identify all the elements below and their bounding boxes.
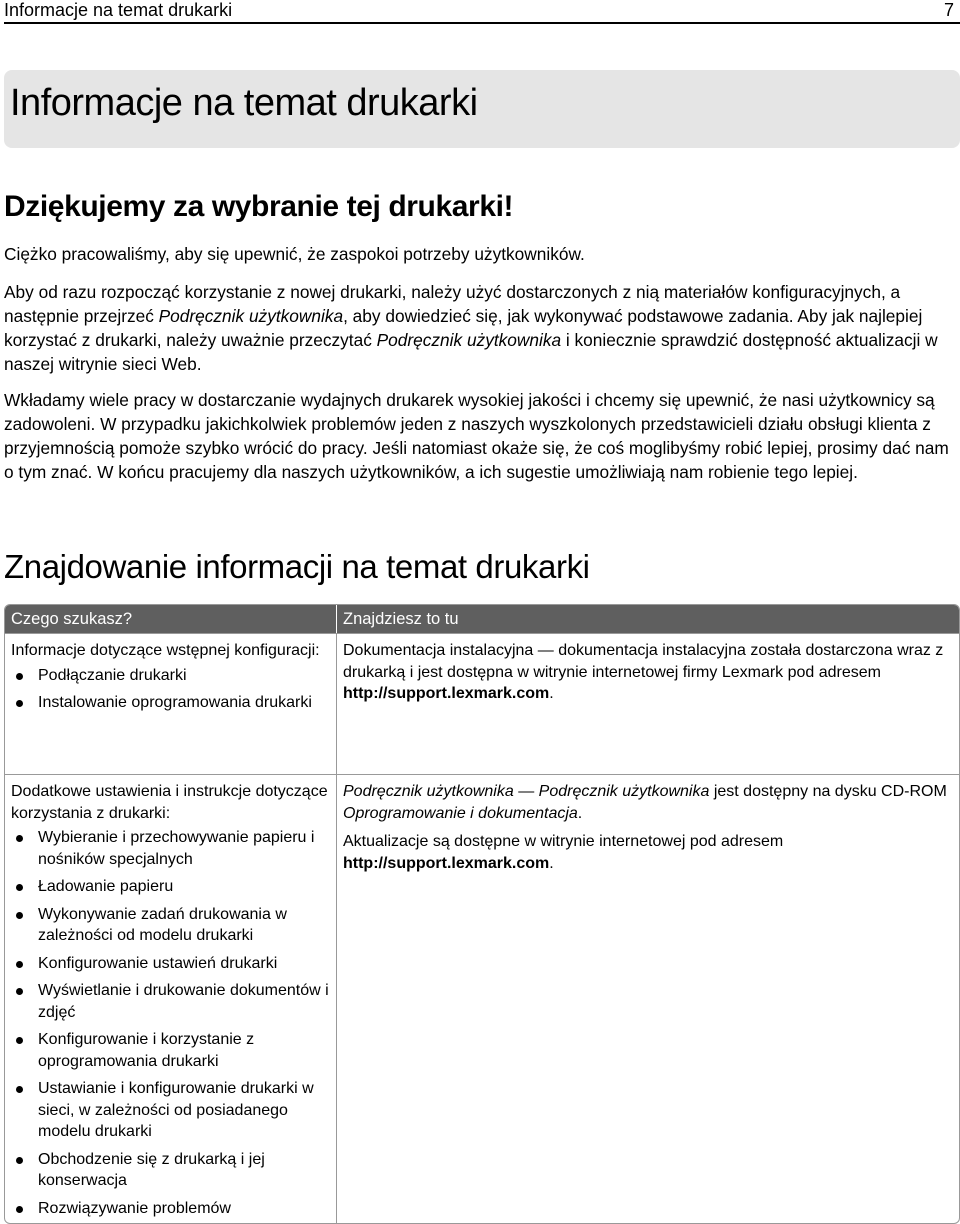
list-item: Wyświetlanie i drukowanie dokumentów i zdjęć bbox=[11, 980, 330, 1023]
row1-intro: Informacje dotyczące wstępnej konfiguracji: bbox=[11, 642, 320, 659]
page-number: 7 bbox=[943, 0, 954, 20]
chapter-title-banner bbox=[4, 70, 960, 148]
bullet-icon bbox=[16, 1157, 23, 1164]
p2-text-e: i koniecznie sprawdzić dostępność aktualizacji w naszej witrynie sieci Web. bbox=[4, 330, 938, 374]
list-item: Konfigurowanie ustawień drukarki bbox=[11, 953, 330, 975]
row1-answer: Dokumentacja instalacyjna — dokumentacja instalacyjna została dostarczona wraz z drukarką i jest dostępna w witrynie internetowej firmy Lexmark pod adresem http://support.lexmark.com. bbox=[343, 642, 944, 702]
bullet-icon bbox=[16, 835, 23, 842]
thanks-heading: Dziękujemy za wybranie tej drukarki! bbox=[4, 190, 514, 223]
bullet-icon bbox=[16, 988, 23, 995]
table-cell-where bbox=[337, 634, 959, 774]
thanks-paragraph-3: Wkładamy wiele pracy w dostarczanie wydajnych drukarek wysokiej jakości i chcemy się upewnić, że nasi użytkownicy są zadowoleni. W przypadku jakichkolwiek problemów jeden z naszych wyszkolonych przedstawicieli działu obsługi klienta z przyjemnością pomoże szybko wrócić do pracy. Jeśli natomiast okaże się, że coś moglibyśmy robić lepiej, prosimy dać nam o tym znać. W końcu pracujemy dla naszych użytkowników, a ich sugestie umożliwiają nam robienie tego lepiej. bbox=[4, 390, 949, 482]
row2-answer-1: Podręcznik użytkownika — Podręcznik użytkownika jest dostępny na dysku CD-ROM Oprogramowanie i dokumentacja. bbox=[343, 783, 947, 822]
list-item: Obchodzenie się z drukarką i jej konserwacja bbox=[11, 1149, 330, 1192]
running-header-title: Informacje na temat drukarki bbox=[4, 0, 233, 20]
bullet-icon bbox=[16, 1037, 23, 1044]
table-header bbox=[5, 605, 959, 633]
list-item: Konfigurowanie i korzystanie z oprogramowania drukarki bbox=[11, 1029, 330, 1072]
p2-text-c: , aby dowiedzieć się, jak wykonywać podstawowe zadania. Aby jak najlepiej korzystać z drukarki, należy uważnie przeczytać bbox=[4, 306, 923, 350]
thanks-paragraph-1: Ciężko pracowaliśmy, aby się upewnić, że zaspokoi potrzeby użytkowników. bbox=[4, 244, 585, 264]
list-item: Wybieranie i przechowywanie papieru i nośników specjalnych bbox=[11, 827, 330, 870]
bullet-icon bbox=[16, 673, 23, 680]
table-row bbox=[5, 774, 959, 1223]
bullet-icon bbox=[16, 700, 23, 707]
list-item: Instalowanie oprogramowania drukarki bbox=[11, 692, 330, 714]
table-cell-what bbox=[5, 775, 337, 1223]
list-item: Wykonywanie zadań drukowania w zależności od modelu drukarki bbox=[11, 904, 330, 947]
support-link[interactable]: http://support.lexmark.com bbox=[343, 685, 550, 702]
bullet-icon bbox=[16, 1206, 23, 1213]
table-row bbox=[5, 633, 959, 774]
row2-answer-2: Aktualizacje są dostępne w witrynie internetowej pod adresem http://support.lexmark.com. bbox=[343, 833, 784, 872]
row2-list bbox=[11, 827, 330, 1219]
running-header bbox=[4, 0, 960, 24]
list-item: Rozwiązywanie problemów bbox=[11, 1198, 330, 1220]
table-header-where: Znajdziesz to tu bbox=[343, 610, 459, 628]
info-table bbox=[4, 604, 960, 1224]
list-item: Podłączanie drukarki bbox=[11, 665, 330, 687]
thanks-paragraph-2 bbox=[4, 280, 956, 376]
chapter-title: Informacje na temat drukarki bbox=[10, 82, 478, 124]
list-item: Ustawianie i konfigurowanie drukarki w sieci, w zależności od posiadanego modelu drukarki bbox=[11, 1078, 330, 1143]
bullet-icon bbox=[16, 912, 23, 919]
list-item: Ładowanie papieru bbox=[11, 876, 330, 898]
support-link[interactable]: http://support.lexmark.com bbox=[343, 854, 550, 872]
bullet-icon bbox=[16, 961, 23, 968]
find-info-heading: Znajdowanie informacji na temat drukarki bbox=[4, 548, 590, 585]
p2-user-guide-ref-2: Podręcznik użytkownika bbox=[376, 330, 562, 350]
bullet-icon bbox=[16, 1086, 23, 1093]
table-cell-what bbox=[5, 634, 337, 774]
p2-text-a: Aby od razu rozpocząć korzystanie z nowej drukarki, należy użyć dostarczonych z nią materiałów konfiguracyjnych, a następnie przejrzeć bbox=[4, 282, 901, 326]
row1-list bbox=[11, 665, 330, 714]
table-cell-where bbox=[337, 775, 959, 1223]
row2-intro: Dodatkowe ustawienia i instrukcje dotyczące korzystania z drukarki: bbox=[11, 783, 328, 822]
p2-user-guide-ref-1: Podręcznik użytkownika bbox=[158, 306, 344, 326]
bullet-icon bbox=[16, 884, 23, 891]
table-header-what: Czego szukasz? bbox=[5, 605, 337, 633]
